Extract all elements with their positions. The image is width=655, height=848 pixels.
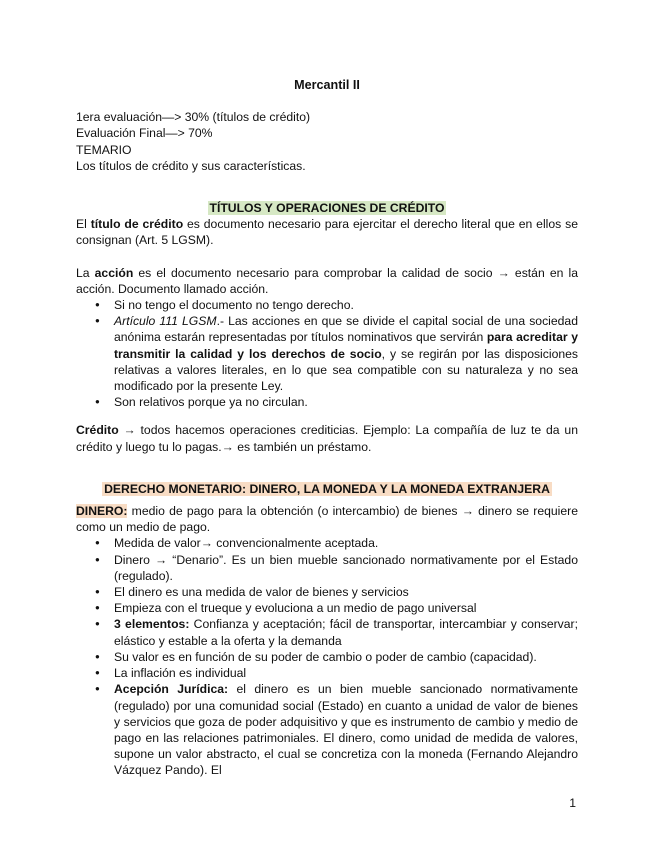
list-item (76, 297, 578, 313)
list-item (76, 600, 578, 616)
text: Su valor es en función de su poder de cambio o poder de cambio (capacidad). (114, 649, 537, 664)
text: el dinero es un bien mueble sancionado normativamente (regulado) por una comunidad social (Estado) en cuanto a unidad de valor de bienes y servicios que goza de poder adquisitivo y que es instrumento de cambio y medio de pago en las relaciones patrimoniales. El dinero, como unidad de medida de valores, supone un valor abstracto, el cual se concretiza con la moneda (Fernando Alejandro Vázquez Pando). El (114, 682, 578, 778)
text: Dinero → “Denario”. Es un bien mueble sancionado normativamente por el Estado (regulado). (114, 552, 578, 583)
intro-line: Los títulos de crédito y sus características. (76, 158, 306, 173)
spacer (76, 410, 578, 422)
list-item (76, 649, 578, 665)
list-item (76, 665, 578, 681)
text: Son relativos porque ya no circulan. (114, 395, 308, 410)
text: es documento necesario para ejercitar el derecho literal que en ellos se consignan (Art. 5 LGSM). (76, 217, 578, 248)
text: → todos hacemos operaciones crediticias. Ejemplo: La compañía de luz te da un crédito y luego tu lo pagas.→ es también un préstamo. (76, 423, 578, 454)
bold-term: 3 elementos: (114, 617, 190, 632)
spacer (76, 455, 578, 481)
italic-term: Artículo 111 LGSM (114, 314, 217, 329)
list-item (76, 394, 578, 410)
list-item (76, 584, 578, 600)
section-heading-text: DERECHO MONETARIO: DINERO, LA MONEDA Y LA MONEDA EXTRANJERA (104, 481, 550, 496)
paragraph-credito (76, 422, 578, 454)
intro-line: Evaluación Final—> 70% (76, 126, 213, 141)
section-heading-text: TÍTULOS Y OPERACIONES DE CRÉDITO (209, 201, 445, 216)
bold-term: Crédito (76, 423, 119, 438)
text: Empieza con el trueque y evoluciona a un medio de pago universal (114, 601, 477, 616)
bold-term: Acepción Jurídica: (114, 682, 229, 697)
bold-term: título de crédito (90, 217, 184, 232)
list-item (76, 681, 578, 778)
bold-term: para acreditar y transmitir la calidad y los derechos de socio (114, 330, 578, 361)
document-title: Mercantil II (294, 78, 360, 92)
text: Confianza y aceptación; fácil de transportar, intercambiar y conservar; elástico y estable a la oferta y la demanda (114, 617, 578, 648)
text: , y se regirán por las disposiciones relativas a valores literales, en lo que sea compatible con su naturaleza y no sea modificado por la presente Ley. (114, 346, 578, 394)
list-item (76, 552, 578, 584)
text: El (76, 217, 91, 232)
spacer (76, 174, 578, 200)
text: medio de pago para la obtención (o intercambio) de bienes → dinero se requiere como un medio de pago. (76, 504, 578, 535)
paragraph-dinero (76, 503, 578, 535)
text: es el documento necesario para comprobar la calidad de socio → están en la acción. Documento llamado acción. (76, 265, 578, 296)
list-item (76, 616, 578, 648)
section-heading-derecho-monetario (76, 481, 578, 497)
paragraph-titulo-credito (76, 216, 578, 248)
text: La inflación es individual (114, 666, 247, 681)
text: Medida de valor→ convencionalmente aceptada. (114, 536, 379, 551)
list-item (76, 313, 578, 394)
text: El dinero es una medida de valor de bienes y servicios (114, 585, 409, 600)
document-body (76, 77, 578, 779)
list-item (76, 535, 578, 551)
text: .- Las acciones en que se divide el capital social de una sociedad anónima estarán representadas por títulos nominativos que servirán (114, 314, 578, 345)
section-heading-titulos (76, 200, 578, 216)
page-number: 1 (569, 796, 576, 810)
intro-line: 1era evaluación—> 30% (títulos de crédito) (76, 110, 311, 125)
bold-term: acción (94, 265, 134, 280)
bullet-list-accion (76, 297, 578, 410)
bold-term: DINERO: (76, 504, 128, 519)
bullet-list-dinero (76, 535, 578, 778)
text: La (76, 265, 95, 280)
text: Si no tengo el documento no tengo derecho. (114, 298, 354, 313)
paragraph-accion (76, 265, 578, 297)
spacer (76, 249, 578, 265)
intro-line: TEMARIO (76, 142, 132, 157)
